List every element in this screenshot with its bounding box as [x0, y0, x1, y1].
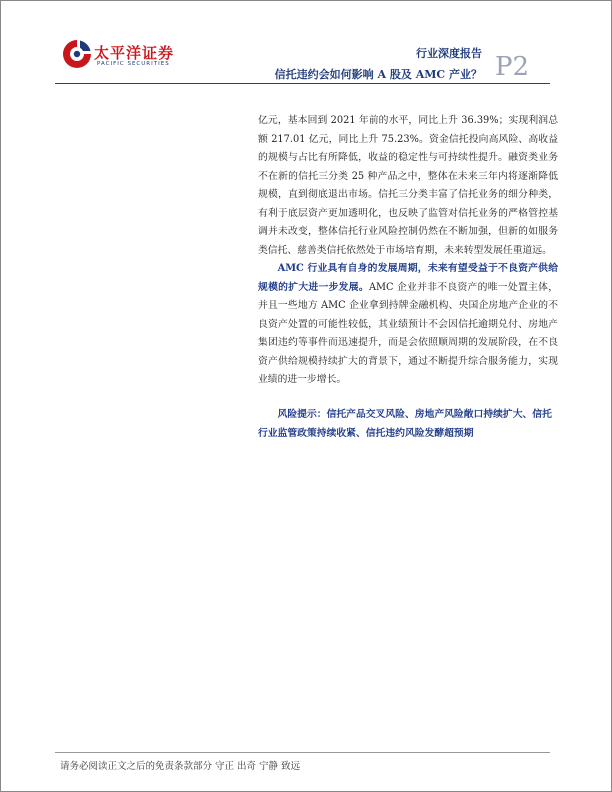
logo-chinese-name: 太平洋证券: [94, 44, 175, 62]
report-title: 信托违约会如何影响 A 股及 AMC 产业？: [274, 68, 482, 81]
paragraph-amc-industry: [258, 260, 558, 390]
risk-warning: 风险提示：信托产品交叉风险、房地产风险敞口持续扩大、信托行业监管政策持续收紧、信托违约风险发酵超预期: [258, 408, 552, 439]
paragraph-trust-industry: 亿元，基本回到 2021 年前的水平，同比上升 36.39%；实现利润总额 217.01 亿元，同比上升 75.23%。资金信托投向高风险、高收益的规模与占比有所降低，收益的稳定性与可持续性提升。融资类业务不在新的信托三分类 25 种产品之中，整体在未来三年内将逐渐降低规模，直到彻底退出市场。信托三分类丰富了信托业务的细分种类，有利于底层资产更加透明化，也反映了监管对信托业务的严格管控基调并未改变，整体信托行业风险控制仍然在不断加强，但新的如服务类信托、慈善类信托依然处于市场培育期，未来转型发展任重道远。: [258, 115, 558, 256]
main-content: [258, 112, 558, 443]
company-logo: [60, 37, 180, 71]
page-number: P2: [495, 52, 530, 82]
amc-highlight-text: AMC 行业具有自身的发展周期，未来有望受益于不良资产供给规模的扩大进一步发展。: [258, 263, 558, 293]
header-divider: [55, 83, 550, 84]
logo-mark-icon: [60, 37, 94, 71]
report-type: 行业深度报告: [416, 47, 482, 60]
footer-divider: [55, 752, 550, 753]
amc-body-text: AMC 企业并非不良资产的唯一处置主体，并且一些地方 AMC 企业拿到持牌金融机构、央国企房地产企业的不良资产处置的可能性较低，其业绩预计不会因信托逾期兑付、房地产集团违约等事件而迅速提升，而是会依照顺周期的发展阶段，在不良资产供给规模持续扩大的背景下，通过不断提升综合服务能力，实现业绩的进一步增长。: [258, 281, 559, 385]
logo-english-name: PACIFIC SECURITIES: [97, 61, 170, 67]
footer-disclaimer: 请务必阅读正文之后的免责条款部分 守正 出奇 宁静 致远: [60, 761, 301, 772]
